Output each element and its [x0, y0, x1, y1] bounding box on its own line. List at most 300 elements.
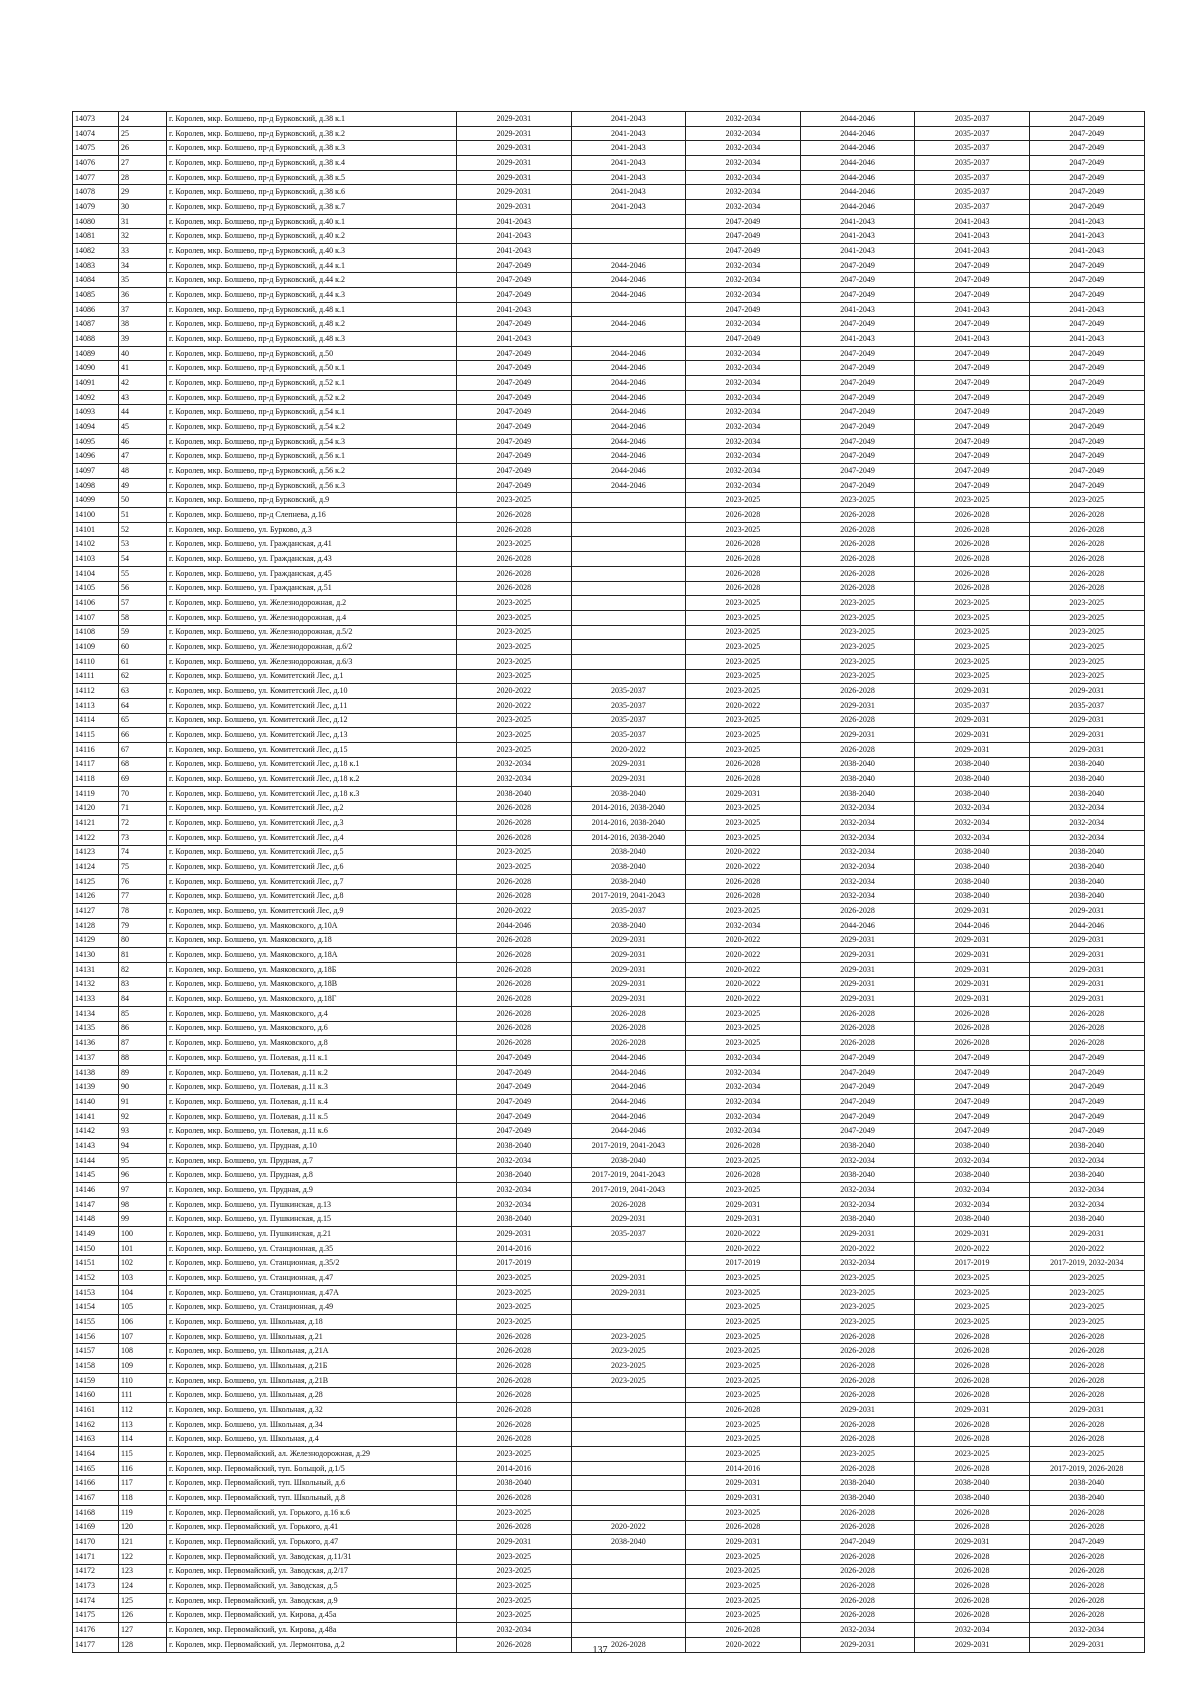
period-cell-4: 2047-2049 [800, 464, 915, 479]
address-cell: г. Королев, мкр. Болшево, ул. Гражданская, д.41 [167, 537, 457, 552]
period-cell-2 [571, 493, 686, 508]
table-row [73, 1461, 1145, 1476]
row-id-cell: 14152 [73, 1271, 119, 1286]
period-cell-6: 2029-2031 [1029, 1227, 1144, 1242]
address-cell: г. Королев, мкр. Первомайский, туп. Школьный, д.6 [167, 1476, 457, 1491]
table-row [73, 1491, 1145, 1506]
period-cell-4: 2041-2043 [800, 302, 915, 317]
table-row [73, 728, 1145, 743]
row-id-cell: 14141 [73, 1109, 119, 1124]
period-cell-1: 2047-2049 [457, 434, 572, 449]
row-id-cell: 14162 [73, 1417, 119, 1432]
period-cell-2: 2020-2022 [571, 742, 686, 757]
row-id-cell: 14093 [73, 405, 119, 420]
ordinal-cell: 30 [119, 200, 167, 215]
ordinal-cell: 60 [119, 640, 167, 655]
address-cell: г. Королев, мкр. Болшево, пр-д Бурковский, д.52 к.2 [167, 390, 457, 405]
row-id-cell: 14098 [73, 478, 119, 493]
period-cell-3: 2023-2025 [686, 1183, 801, 1198]
period-cell-2 [571, 566, 686, 581]
period-cell-1: 2023-2025 [457, 1579, 572, 1594]
period-cell-4: 2041-2043 [800, 229, 915, 244]
period-cell-4: 2023-2025 [800, 640, 915, 655]
period-cell-3: 2023-2025 [686, 1153, 801, 1168]
address-cell: г. Королев, мкр. Первомайский, ул. Кирова, д.45а [167, 1608, 457, 1623]
period-cell-4: 2029-2031 [800, 977, 915, 992]
address-cell: г. Королев, мкр. Болшево, ул. Комитетский Лес, д.7 [167, 874, 457, 889]
address-cell: г. Королев, мкр. Болшево, ул. Полевая, д.11 к.6 [167, 1124, 457, 1139]
ordinal-cell: 68 [119, 757, 167, 772]
period-cell-6: 2032-2034 [1029, 816, 1144, 831]
address-cell: г. Королев, мкр. Первомайский, ул. Заводская, д.9 [167, 1593, 457, 1608]
period-cell-2: 2020-2022 [571, 1520, 686, 1535]
row-id-cell: 14156 [73, 1329, 119, 1344]
period-cell-3: 2047-2049 [686, 214, 801, 229]
period-cell-4: 2026-2028 [800, 1344, 915, 1359]
address-cell: г. Королев, мкр. Болшево, ул. Железнодорожная, д.5/2 [167, 625, 457, 640]
period-cell-3: 2032-2034 [686, 346, 801, 361]
period-cell-6: 2047-2049 [1029, 1535, 1144, 1550]
table-row [73, 1197, 1145, 1212]
address-cell: г. Королев, мкр. Болшево, ул. Комитетский Лес, д.3 [167, 816, 457, 831]
period-cell-4: 2047-2049 [800, 1051, 915, 1066]
period-cell-5: 2026-2028 [915, 537, 1030, 552]
period-cell-3: 2020-2022 [686, 962, 801, 977]
address-cell: г. Королев, мкр. Болшево, ул. Маяковского, д.18А [167, 948, 457, 963]
period-cell-1: 2047-2049 [457, 390, 572, 405]
table-row [73, 317, 1145, 332]
period-cell-4: 2023-2025 [800, 1315, 915, 1330]
address-cell: г. Королев, мкр. Болшево, ул. Прудная, д.7 [167, 1153, 457, 1168]
ordinal-cell: 128 [119, 1637, 167, 1652]
period-cell-5: 2026-2028 [915, 1359, 1030, 1374]
period-cell-1: 2029-2031 [457, 1227, 572, 1242]
period-cell-3: 2026-2028 [686, 1403, 801, 1418]
period-cell-1: 2026-2028 [457, 566, 572, 581]
ordinal-cell: 100 [119, 1227, 167, 1242]
period-cell-3: 2026-2028 [686, 508, 801, 523]
period-cell-3: 2020-2022 [686, 860, 801, 875]
period-cell-3: 2023-2025 [686, 742, 801, 757]
table-row [73, 1153, 1145, 1168]
table-row [73, 1109, 1145, 1124]
period-cell-2 [571, 581, 686, 596]
table-row [73, 1388, 1145, 1403]
ordinal-cell: 74 [119, 845, 167, 860]
row-id-cell: 14164 [73, 1447, 119, 1462]
row-id-cell: 14147 [73, 1197, 119, 1212]
period-cell-5: 2026-2028 [915, 581, 1030, 596]
table-row [73, 434, 1145, 449]
period-cell-4: 2038-2040 [800, 757, 915, 772]
ordinal-cell: 120 [119, 1520, 167, 1535]
address-cell: г. Королев, мкр. Первомайский, ул. Заводская, д.2/17 [167, 1564, 457, 1579]
table-body [73, 112, 1145, 1653]
address-cell: г. Королев, мкр. Болшево, ул. Комитетский Лес, д.18 к.3 [167, 786, 457, 801]
period-cell-2: 2044-2046 [571, 434, 686, 449]
period-cell-4: 2032-2034 [800, 830, 915, 845]
period-cell-5: 2047-2049 [915, 258, 1030, 273]
table-row [73, 684, 1145, 699]
period-cell-4: 2044-2046 [800, 156, 915, 171]
table-row [73, 376, 1145, 391]
period-cell-3: 2032-2034 [686, 170, 801, 185]
row-id-cell: 14111 [73, 669, 119, 684]
table-row [73, 669, 1145, 684]
table-row [73, 1476, 1145, 1491]
ordinal-cell: 86 [119, 1021, 167, 1036]
ordinal-cell: 42 [119, 376, 167, 391]
period-cell-3: 2023-2025 [686, 1388, 801, 1403]
table-row [73, 1535, 1145, 1550]
period-cell-2: 2044-2046 [571, 1124, 686, 1139]
period-cell-1: 2023-2025 [457, 1300, 572, 1315]
row-id-cell: 14168 [73, 1505, 119, 1520]
period-cell-3: 2026-2028 [686, 889, 801, 904]
ordinal-cell: 75 [119, 860, 167, 875]
period-cell-4: 2032-2034 [800, 1623, 915, 1638]
period-cell-1: 2029-2031 [457, 141, 572, 156]
row-id-cell: 14103 [73, 552, 119, 567]
period-cell-2 [571, 1447, 686, 1462]
period-cell-6: 2026-2028 [1029, 1373, 1144, 1388]
row-id-cell: 14078 [73, 185, 119, 200]
period-cell-4: 2038-2040 [800, 1476, 915, 1491]
period-cell-6: 2038-2040 [1029, 772, 1144, 787]
address-cell: г. Королев, мкр. Болшево, ул. Школьная, д.21 [167, 1329, 457, 1344]
period-cell-6: 2038-2040 [1029, 845, 1144, 860]
period-cell-2: 2044-2046 [571, 1065, 686, 1080]
address-cell: г. Королев, мкр. Болшево, ул. Комитетский Лес, д.15 [167, 742, 457, 757]
period-cell-6: 2047-2049 [1029, 112, 1144, 127]
ordinal-cell: 48 [119, 464, 167, 479]
period-cell-5: 2047-2049 [915, 1051, 1030, 1066]
table-row [73, 1447, 1145, 1462]
ordinal-cell: 111 [119, 1388, 167, 1403]
row-id-cell: 14092 [73, 390, 119, 405]
period-cell-1: 2047-2049 [457, 1065, 572, 1080]
period-cell-1: 2023-2025 [457, 728, 572, 743]
period-cell-6: 2038-2040 [1029, 1168, 1144, 1183]
period-cell-4: 2032-2034 [800, 874, 915, 889]
ordinal-cell: 99 [119, 1212, 167, 1227]
table-row [73, 522, 1145, 537]
address-cell: г. Королев, мкр. Болшево, ул. Бурково, д.3 [167, 522, 457, 537]
period-cell-6: 2026-2028 [1029, 537, 1144, 552]
period-cell-1: 2041-2043 [457, 244, 572, 259]
period-cell-5: 2047-2049 [915, 346, 1030, 361]
ordinal-cell: 51 [119, 508, 167, 523]
period-cell-2: 2044-2046 [571, 449, 686, 464]
period-cell-3: 2023-2025 [686, 816, 801, 831]
table-row [73, 1623, 1145, 1638]
table-row [73, 625, 1145, 640]
row-id-cell: 14132 [73, 977, 119, 992]
period-cell-1: 2023-2025 [457, 1285, 572, 1300]
period-cell-2: 2014-2016, 2038-2040 [571, 816, 686, 831]
period-cell-6: 2026-2028 [1029, 1564, 1144, 1579]
period-cell-4: 2026-2028 [800, 1593, 915, 1608]
address-cell: г. Королев, мкр. Болшево, ул. Школьная, д.21В [167, 1373, 457, 1388]
address-cell: г. Королев, мкр. Болшево, ул. Железнодорожная, д.2 [167, 596, 457, 611]
period-cell-6: 2047-2049 [1029, 1051, 1144, 1066]
period-cell-1: 2047-2049 [457, 346, 572, 361]
period-cell-2 [571, 244, 686, 259]
period-cell-3: 2023-2025 [686, 1505, 801, 1520]
period-cell-1: 2023-2025 [457, 596, 572, 611]
period-cell-3: 2023-2025 [686, 596, 801, 611]
period-cell-5: 2026-2028 [915, 1344, 1030, 1359]
period-cell-3: 2017-2019 [686, 1256, 801, 1271]
period-cell-5: 2047-2049 [915, 273, 1030, 288]
period-cell-4: 2047-2049 [800, 376, 915, 391]
period-cell-6: 2029-2031 [1029, 728, 1144, 743]
period-cell-1: 2023-2025 [457, 860, 572, 875]
period-cell-5: 2017-2019 [915, 1256, 1030, 1271]
period-cell-6: 2023-2025 [1029, 610, 1144, 625]
period-cell-3: 2020-2022 [686, 845, 801, 860]
ordinal-cell: 125 [119, 1593, 167, 1608]
period-cell-5: 2029-2031 [915, 1227, 1030, 1242]
period-cell-2 [571, 1432, 686, 1447]
period-cell-6: 2029-2031 [1029, 742, 1144, 757]
period-cell-6: 2029-2031 [1029, 904, 1144, 919]
address-cell: г. Королев, мкр. Болшево, пр-д Бурковский, д.40 к.3 [167, 244, 457, 259]
row-id-cell: 14161 [73, 1403, 119, 1418]
ordinal-cell: 98 [119, 1197, 167, 1212]
address-cell: г. Королев, мкр. Болшево, ул. Школьная, д.34 [167, 1417, 457, 1432]
ordinal-cell: 83 [119, 977, 167, 992]
period-cell-2 [571, 214, 686, 229]
period-cell-3: 2023-2025 [686, 1315, 801, 1330]
period-cell-2: 2023-2025 [571, 1329, 686, 1344]
period-cell-5: 2038-2040 [915, 1139, 1030, 1154]
period-cell-2: 2044-2046 [571, 376, 686, 391]
period-cell-4: 2047-2049 [800, 346, 915, 361]
table-row [73, 1095, 1145, 1110]
period-cell-3: 2032-2034 [686, 185, 801, 200]
period-cell-6: 2038-2040 [1029, 1476, 1144, 1491]
period-cell-2: 2038-2040 [571, 860, 686, 875]
ordinal-cell: 44 [119, 405, 167, 420]
period-cell-6: 2041-2043 [1029, 214, 1144, 229]
period-cell-6: 2047-2049 [1029, 273, 1144, 288]
address-cell: г. Королев, мкр. Первомайский, ал. Железнодорожная, д.29 [167, 1447, 457, 1462]
period-cell-6: 2038-2040 [1029, 1491, 1144, 1506]
address-cell: г. Королев, мкр. Первомайский, туп. Школьный, д.8 [167, 1491, 457, 1506]
row-id-cell: 14145 [73, 1168, 119, 1183]
period-cell-5: 2047-2049 [915, 464, 1030, 479]
address-cell: г. Королев, мкр. Болшево, пр-д Бурковский, д.38 к.7 [167, 200, 457, 215]
period-cell-2 [571, 610, 686, 625]
period-cell-5: 2023-2025 [915, 654, 1030, 669]
period-cell-2: 2026-2028 [571, 1006, 686, 1021]
address-cell: г. Королев, мкр. Болшево, ул. Станционная, д.35/2 [167, 1256, 457, 1271]
address-cell: г. Королев, мкр. Болшево, пр-д Бурковский, д.48 к.1 [167, 302, 457, 317]
period-cell-2 [571, 552, 686, 567]
period-cell-3: 2026-2028 [686, 581, 801, 596]
ordinal-cell: 115 [119, 1447, 167, 1462]
address-cell: г. Королев, мкр. Болшево, пр-д Бурковский, д.56 к.1 [167, 449, 457, 464]
period-cell-2 [571, 1417, 686, 1432]
period-cell-2: 2038-2040 [571, 874, 686, 889]
period-cell-4: 2026-2028 [800, 1564, 915, 1579]
period-cell-4: 2026-2028 [800, 1417, 915, 1432]
ordinal-cell: 64 [119, 698, 167, 713]
period-cell-5: 2029-2031 [915, 933, 1030, 948]
period-cell-5: 2026-2028 [915, 522, 1030, 537]
period-cell-1: 2026-2028 [457, 1021, 572, 1036]
period-cell-6: 2026-2028 [1029, 1417, 1144, 1432]
period-cell-5: 2047-2049 [915, 376, 1030, 391]
ordinal-cell: 118 [119, 1491, 167, 1506]
period-cell-6: 2038-2040 [1029, 757, 1144, 772]
period-cell-5: 2047-2049 [915, 1095, 1030, 1110]
period-cell-4: 2032-2034 [800, 1183, 915, 1198]
row-id-cell: 14128 [73, 918, 119, 933]
period-cell-6: 2023-2025 [1029, 1300, 1144, 1315]
address-cell: г. Королев, мкр. Болшево, пр-д Бурковский, д.52 к.1 [167, 376, 457, 391]
period-cell-6: 2020-2022 [1029, 1241, 1144, 1256]
period-cell-4: 2032-2034 [800, 1197, 915, 1212]
period-cell-5: 2041-2043 [915, 214, 1030, 229]
table-row [73, 933, 1145, 948]
ordinal-cell: 110 [119, 1373, 167, 1388]
period-cell-1: 2023-2025 [457, 493, 572, 508]
period-cell-4: 2026-2028 [800, 904, 915, 919]
period-cell-2 [571, 640, 686, 655]
period-cell-1: 2026-2028 [457, 522, 572, 537]
table-row [73, 1065, 1145, 1080]
ordinal-cell: 109 [119, 1359, 167, 1374]
period-cell-5: 2029-2031 [915, 948, 1030, 963]
address-cell: г. Королев, мкр. Болшево, пр-д Бурковский, д.56 к.2 [167, 464, 457, 479]
address-cell: г. Королев, мкр. Болшево, ул. Маяковского, д.6 [167, 1021, 457, 1036]
ordinal-cell: 106 [119, 1315, 167, 1330]
period-cell-1: 2038-2040 [457, 1168, 572, 1183]
period-cell-4: 2038-2040 [800, 772, 915, 787]
period-cell-1: 2047-2049 [457, 449, 572, 464]
row-id-cell: 14116 [73, 742, 119, 757]
table-row [73, 214, 1145, 229]
address-cell: г. Королев, мкр. Болшево, ул. Школьная, д.28 [167, 1388, 457, 1403]
period-cell-5: 2023-2025 [915, 610, 1030, 625]
period-cell-5: 2038-2040 [915, 1212, 1030, 1227]
period-cell-3: 2014-2016 [686, 1461, 801, 1476]
table-row [73, 1256, 1145, 1271]
period-cell-5: 2029-2031 [915, 904, 1030, 919]
period-cell-6: 2047-2049 [1029, 288, 1144, 303]
period-cell-3: 2032-2034 [686, 1065, 801, 1080]
table-row [73, 1139, 1145, 1154]
period-cell-1: 2026-2028 [457, 933, 572, 948]
row-id-cell: 14099 [73, 493, 119, 508]
period-cell-3: 2026-2028 [686, 1520, 801, 1535]
table-row [73, 1315, 1145, 1330]
table-row [73, 845, 1145, 860]
table-row [73, 757, 1145, 772]
ordinal-cell: 58 [119, 610, 167, 625]
period-cell-2 [571, 508, 686, 523]
period-cell-1: 2026-2028 [457, 1359, 572, 1374]
period-cell-1: 2032-2034 [457, 1153, 572, 1168]
period-cell-6: 2047-2049 [1029, 258, 1144, 273]
period-cell-1: 2023-2025 [457, 845, 572, 860]
period-cell-6: 2047-2049 [1029, 1095, 1144, 1110]
period-cell-4: 2026-2028 [800, 1388, 915, 1403]
address-cell: г. Королев, мкр. Болшево, пр-д Бурковский, д.38 к.4 [167, 156, 457, 171]
ordinal-cell: 47 [119, 449, 167, 464]
ordinal-cell: 78 [119, 904, 167, 919]
period-cell-2 [571, 522, 686, 537]
period-cell-4: 2026-2028 [800, 1432, 915, 1447]
address-cell: г. Королев, мкр. Болшево, ул. Маяковского, д.18Г [167, 992, 457, 1007]
period-cell-3: 2020-2022 [686, 933, 801, 948]
address-cell: г. Королев, мкр. Болшево, ул. Станционная, д.47 [167, 1271, 457, 1286]
period-cell-6: 2026-2028 [1029, 1520, 1144, 1535]
period-cell-2: 2017-2019, 2041-2043 [571, 889, 686, 904]
period-cell-1: 2023-2025 [457, 1271, 572, 1286]
period-cell-4: 2032-2034 [800, 889, 915, 904]
period-cell-1: 2026-2028 [457, 508, 572, 523]
ordinal-cell: 39 [119, 332, 167, 347]
period-cell-4: 2026-2028 [800, 1021, 915, 1036]
period-cell-1: 2026-2028 [457, 1388, 572, 1403]
period-cell-3: 2023-2025 [686, 1608, 801, 1623]
period-cell-5: 2047-2049 [915, 1065, 1030, 1080]
period-cell-4: 2026-2028 [800, 552, 915, 567]
table-row [73, 816, 1145, 831]
period-cell-4: 2029-2031 [800, 698, 915, 713]
table-row [73, 596, 1145, 611]
table-row [73, 1593, 1145, 1608]
period-cell-6: 2023-2025 [1029, 1271, 1144, 1286]
period-cell-1: 2026-2028 [457, 552, 572, 567]
address-cell: г. Королев, мкр. Болшево, ул. Полевая, д.11 к.3 [167, 1080, 457, 1095]
period-cell-2: 2026-2028 [571, 1036, 686, 1051]
ordinal-cell: 123 [119, 1564, 167, 1579]
period-cell-1: 2026-2028 [457, 1520, 572, 1535]
period-cell-6: 2041-2043 [1029, 332, 1144, 347]
period-cell-4: 2029-2031 [800, 948, 915, 963]
row-id-cell: 14174 [73, 1593, 119, 1608]
period-cell-3: 2029-2031 [686, 1476, 801, 1491]
period-cell-3: 2032-2034 [686, 1080, 801, 1095]
table-row [73, 478, 1145, 493]
table-row [73, 654, 1145, 669]
period-cell-3: 2047-2049 [686, 229, 801, 244]
period-cell-4: 2026-2028 [800, 537, 915, 552]
period-cell-6: 2038-2040 [1029, 1212, 1144, 1227]
period-cell-5: 2026-2028 [915, 1549, 1030, 1564]
period-cell-5: 2032-2034 [915, 816, 1030, 831]
period-cell-6: 2023-2025 [1029, 654, 1144, 669]
row-id-cell: 14171 [73, 1549, 119, 1564]
ordinal-cell: 116 [119, 1461, 167, 1476]
period-cell-5: 2038-2040 [915, 772, 1030, 787]
table-row [73, 1051, 1145, 1066]
ordinal-cell: 33 [119, 244, 167, 259]
period-cell-5: 2035-2037 [915, 170, 1030, 185]
period-cell-6: 2029-2031 [1029, 1637, 1144, 1652]
period-cell-3: 2029-2031 [686, 1197, 801, 1212]
period-cell-5: 2035-2037 [915, 185, 1030, 200]
ordinal-cell: 32 [119, 229, 167, 244]
ordinal-cell: 54 [119, 552, 167, 567]
period-cell-1: 2026-2028 [457, 1006, 572, 1021]
address-cell: г. Королев, мкр. Болшево, ул. Станционная, д.35 [167, 1241, 457, 1256]
period-cell-6: 2047-2049 [1029, 170, 1144, 185]
